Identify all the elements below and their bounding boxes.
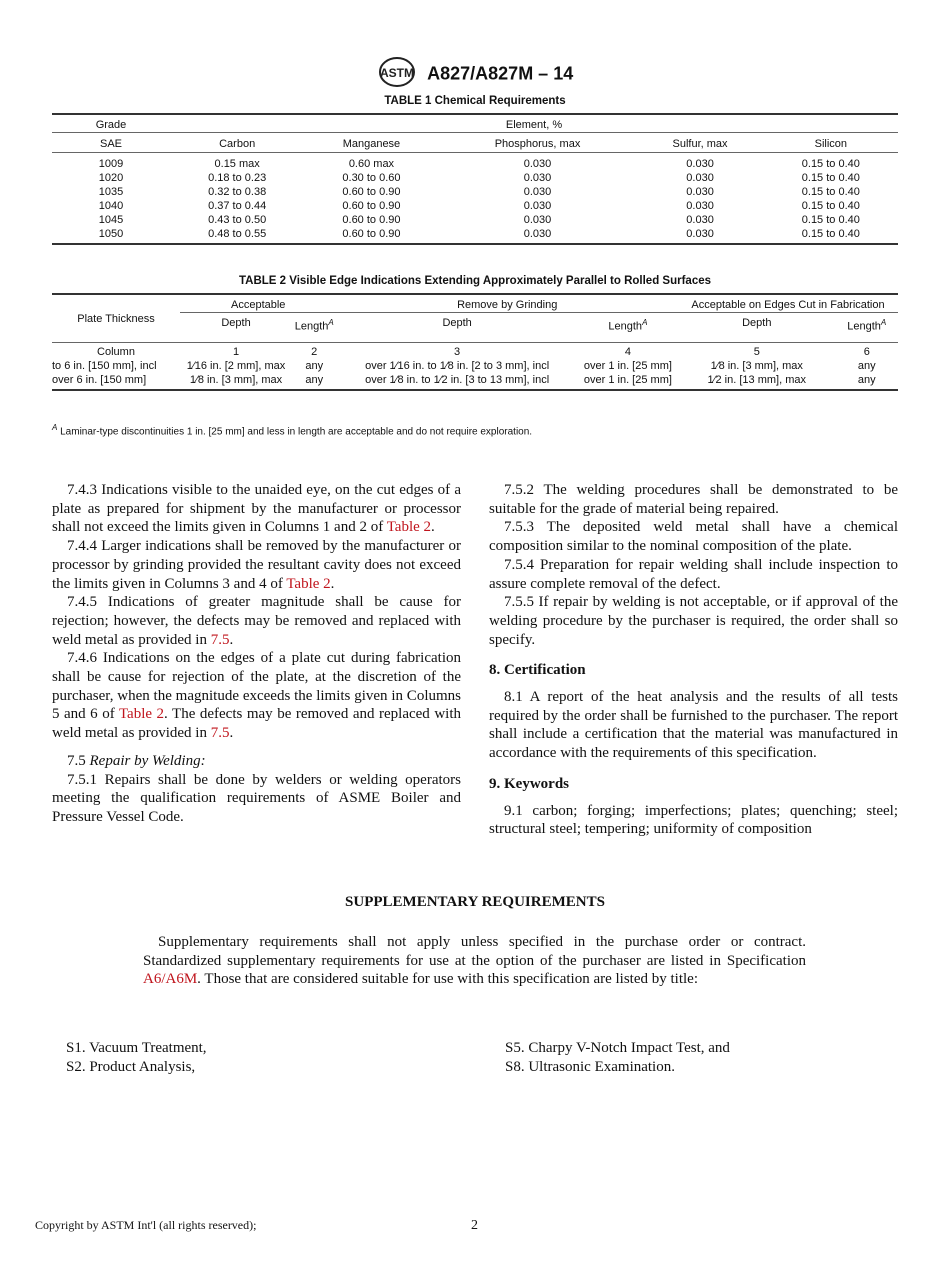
paragraph [489,802,898,839]
table-cell: over 1⁄8 in. to 1⁄2 in. [3 to 13 mm], incl [365,374,550,386]
table-cell: 0.30 to 0.60 [342,172,401,184]
text-segment: . [229,725,234,742]
column-header: Manganese [304,133,438,153]
subcolumn-header [836,313,898,343]
column-header: SAE [52,133,170,153]
table-cell: 0.030 [686,200,714,212]
table-row [52,227,898,244]
edge-indications-table [52,293,898,391]
table-cell: 0.030 [523,214,552,226]
table-row [52,213,898,227]
column-number: 2 [292,343,336,360]
astm-logo-icon [377,56,417,93]
element-header: Element, % [170,114,898,133]
text-segment: 9. Keywords [489,775,569,792]
table-cell: 0.030 [523,158,552,170]
table-cell: 0.32 to 0.38 [208,186,267,198]
column-header: Silicon [764,133,898,153]
table1-caption: TABLE 1 Chemical Requirements [384,95,566,107]
text-segment: . The defects may be removed and replaced with weld metal as provided in [52,706,461,742]
table-cell: 0.60 to 0.90 [342,200,401,212]
table-cell: 0.030 [523,228,552,240]
table-cell: 0.15 to 0.40 [801,214,860,226]
subcolumn-header [678,313,836,343]
chemical-requirements-table [52,113,898,245]
table-row [52,153,898,172]
group-header: Acceptable on Edges Cut in Fabrication [678,294,898,313]
text-segment: 8. Certification [489,662,586,679]
table-cell: any [857,374,876,386]
table-cell: 0.60 to 0.90 [342,186,401,198]
column-number: 5 [678,343,836,360]
table-cell: 1⁄16 in. [2 mm], max [186,360,286,372]
table-cell: 0.60 max [348,158,395,170]
table-cell: over 1⁄16 in. to 1⁄8 in. [2 to 3 mm], incl [365,360,550,372]
table-cell: 1⁄8 in. [3 mm], max [189,374,283,386]
column-number: 3 [336,343,577,360]
plate-thickness-header: Plate Thickness [52,294,180,343]
document-header [0,56,950,93]
column-number: 1 [180,343,292,360]
text-segment: 7.5.3 The deposited weld metal shall have a chemical composition similar to the nominal composition of the plate. [489,519,898,555]
column-header: Carbon [170,133,304,153]
table-row [52,199,898,213]
group-header: Remove by Grinding [336,294,678,313]
table-cell: to 6 in. [150 mm], incl [52,360,157,372]
table-cell: 0.18 to 0.23 [208,172,267,184]
paragraph [52,752,461,771]
text-segment: 7.5 [67,752,90,769]
table-cell: 1050 [98,228,124,240]
table-cell: over 1 in. [25 mm] [583,374,672,386]
paragraph [489,593,898,649]
subcolumn-header [180,313,292,343]
text-segment: . [229,631,234,648]
paragraph [52,481,461,537]
cross-reference-link[interactable]: 7.5 [210,725,230,742]
subcolumn-label: Depth [742,317,772,329]
svg-text:ASTM: ASTM [379,66,414,80]
footnote-text: Laminar-type discontinuities 1 in. [25 mm] and less in length are acceptable and do not require exploration. [60,426,533,438]
text-segment: 7.5.2 The welding procedures shall be demonstrated to be suitable for the grade of material being repaired. [489,482,898,517]
table-cell: any [857,360,876,372]
footnote-marker: A [328,318,334,327]
text-segment: . [330,575,335,592]
supplementary-list-right [505,1039,730,1076]
table-cell: 1⁄8 in. [3 mm], max [710,360,803,372]
text-segment: 7.5.1 Repairs shall be done by welders or welding operators meeting the qualification requirements of ASME Boiler and Pressure Vessel Code. [52,771,461,825]
italic-text: Repair by Welding: [89,752,206,769]
cross-reference-link[interactable]: Table 2 [286,575,331,592]
group-header: Acceptable [180,294,336,313]
column-header: Sulfur, max [636,133,763,153]
table-cell: 0.15 max [214,158,260,170]
table2-footnote [52,423,532,437]
footnote-marker: A [880,318,887,327]
table-cell: 0.15 to 0.40 [801,172,860,184]
text-segment: Supplementary requirements shall not apply unless specified in the purchase order or contract. Standardized supplementary requirements for use at the option of the purchaser are listed in Specification [143,934,806,969]
text-segment: 7.5.4 Preparation for repair welding shall include inspection to assure complete removal of the defect. [489,556,898,592]
table2-caption: TABLE 2 Visible Edge Indications Extending Approximately Parallel to Rolled Surfaces [238,275,712,287]
paragraph [52,537,461,593]
supplementary-title: SUPPLEMENTARY REQUIREMENTS [345,894,605,910]
paragraph [489,688,898,763]
text-segment: 7.5.5 If repair by welding is not acceptable, or if approval of the welding procedure by the purchaser is required, the order shall so specify. [489,594,898,648]
table-cell: 0.030 [686,186,714,198]
table-cell: 0.030 [523,200,552,212]
text-segment: 7.4.6 Indications on the edges of a plate cut during fabrication shall be cause for rejection of the plate, at the discretion of the purchaser, when the magnitude exceeds the limits given in Columns 5 and 6 of [52,650,461,723]
text-segment: 8.1 A report of the heat analysis and the results of all tests required by the order shall be furnished to the purchaser. The report shall include a certification that the material was manufactured in accordance with the requirements of this specification. [489,689,898,762]
cross-reference-link[interactable]: Table 2 [118,706,165,723]
text-segment: . [431,519,435,536]
subcolumn-label: Depth [221,317,251,329]
supplementary-item: S8. Ultrasonic Examination. [505,1058,675,1075]
footnote-marker: A [642,318,648,327]
subcolumn-header [292,313,336,343]
supplementary-item: S2. Product Analysis, [66,1058,196,1075]
subcolumn-header [578,313,678,343]
table-cell: any [305,374,324,386]
table-row [52,359,898,373]
table-cell: 0.48 to 0.55 [208,228,267,240]
text-segment: 7.4.5 Indications of greater magnitude shall be cause for rejection; however, the defects may be removed and replaced with weld metal as provided in [52,594,461,648]
supplementary-paragraph [143,933,806,989]
table-cell: 0.60 to 0.90 [342,228,401,240]
page-number: 2 [471,1218,478,1233]
table-cell: 0.15 to 0.40 [801,200,860,212]
grade-header: Grade [52,114,170,133]
table-cell: 1⁄2 in. [13 mm], max [707,374,806,386]
section-heading [489,775,898,794]
copyright-notice: Copyright by ASTM Int'l (all rights reserved); [35,1218,257,1232]
text-segment: 9.1 carbon; forging; imperfections; plates; quenching; steel; structural steel; tempering; uniformity of composition [489,802,898,838]
paragraph [52,593,461,649]
paragraph [52,771,461,827]
table-row [52,185,898,199]
footnote-marker: A [52,423,58,432]
table-cell: over 1 in. [25 mm] [583,360,672,372]
text-segment: 7.4.3 Indications visible to the unaided eye, on the cut edges of a plate as prepared for shipment by the manufacturer or processor shall not exceed the limits given in Columns 1 and 2 of [52,482,461,536]
right-column [489,481,898,839]
table-cell: 0.43 to 0.50 [208,214,267,226]
subcolumn-label: Length [847,320,881,333]
table-cell: 0.030 [686,172,714,184]
text-segment: 7.4.4 Larger indications shall be removed by the manufacturer or processor by grinding provided the resultant cavity does not exceed the limits given in Columns 3 and 4 of [52,538,461,592]
table-cell: 0.030 [523,186,552,198]
subcolumn-label: Depth [442,317,472,329]
column-number: 6 [836,343,898,360]
cross-reference-link[interactable]: A6/A6M [143,971,198,988]
table-row [52,373,898,390]
paragraph [489,481,898,518]
document-designation: A827/A827M – 14 [427,63,574,84]
left-column [52,481,461,827]
column-header: Phosphorus, max [439,133,637,153]
subcolumn-header [336,313,577,343]
subcolumn-label: Length [294,320,329,333]
table-cell: over 6 in. [150 mm] [52,374,147,386]
table-cell: 0.030 [686,228,714,240]
paragraph [489,518,898,555]
table-cell: 1035 [98,186,124,198]
table-cell: 0.60 to 0.90 [342,214,401,226]
paragraph [489,556,898,593]
cross-reference-link[interactable]: Table 2 [386,519,432,536]
table-cell: 0.37 to 0.44 [208,200,267,212]
table-cell: 0.15 to 0.40 [801,186,860,198]
table-cell: 0.030 [686,158,714,170]
supplementary-list-left [66,1039,207,1076]
table-cell: 1009 [98,158,124,170]
table-cell: 1040 [98,200,124,212]
section-heading [489,661,898,680]
subcolumn-label: Length [608,320,643,333]
text-segment: . Those that are considered suitable for use with this specification are listed by title: [197,971,699,988]
table-cell: 0.030 [686,214,714,226]
cross-reference-link[interactable]: 7.5 [210,631,230,648]
paragraph [52,649,461,743]
supplementary-item: S5. Charpy V-Notch Impact Test, and [505,1040,730,1056]
table-row [52,171,898,185]
table-cell: any [305,360,324,372]
table-cell: 0.15 to 0.40 [801,228,860,240]
column-number: 4 [578,343,678,360]
table-cell: 0.15 to 0.40 [801,158,860,170]
table-cell: 0.030 [523,172,552,184]
table-cell: 1020 [98,172,124,184]
column-number: Column [52,343,180,360]
table-cell: 1045 [98,214,124,226]
supplementary-item: S1. Vacuum Treatment, [66,1040,207,1056]
